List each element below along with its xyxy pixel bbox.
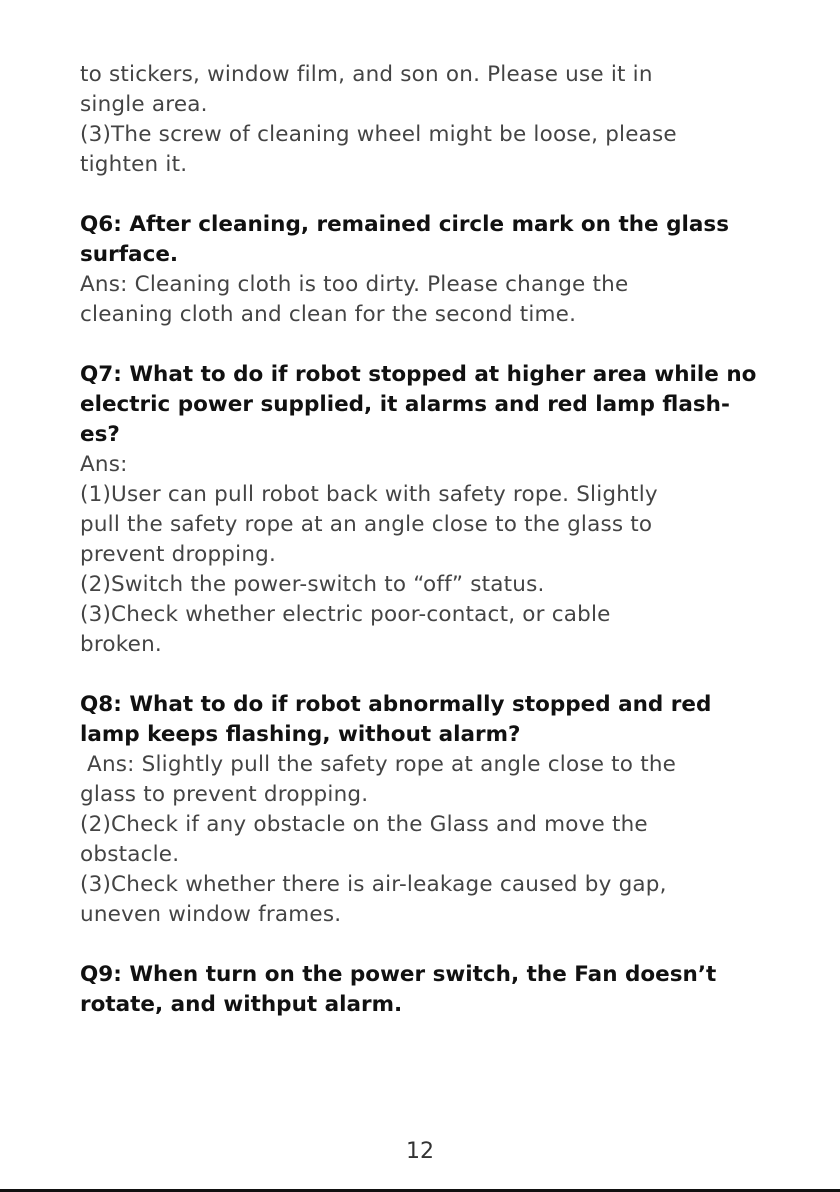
text-line: to stickers, window film, and son on. Please use it in [80,62,653,87]
faq-q9 [80,960,780,1020]
spacer [80,330,780,360]
answer-text: Ans: [80,452,128,477]
question-heading: Q7: What to do if robot stopped at higher area while no [80,362,757,387]
question-heading: rotate, and withput alarm. [80,992,403,1017]
answer-text: uneven window frames. [80,902,342,927]
text-line: single area. [80,92,208,117]
document-body [80,60,780,1020]
answer-text: (2)Switch the power-switch to “off” status. [80,572,545,597]
question-heading: surface. [80,242,179,267]
answer-text: (3)Check whether there is air-leakage caused by gap, [80,872,667,897]
question-heading: electric power supplied, it alarms and red lamp flash- [80,392,730,417]
answer-text: (2)Check if any obstacle on the Glass and move the [80,812,648,837]
question-heading: Q9: When turn on the power switch, the Fan doesn’t [80,962,717,987]
spacer [80,930,780,960]
answer-text: cleaning cloth and clean for the second time. [80,302,577,327]
question-heading: Q8: What to do if robot abnormally stopped and red [80,692,712,717]
faq-q7 [80,360,780,660]
question-heading: Q6: After cleaning, remained circle mark on the glass [80,212,729,237]
question-heading: lamp keeps flashing, without alarm? [80,722,521,747]
text-line: (3)The screw of cleaning wheel might be loose, please [80,122,677,147]
answer-text: (1)User can pull robot back with safety rope. Slightly [80,482,658,507]
answer-text: pull the safety rope at an angle close to the glass to [80,512,653,537]
answer-text: obstacle. [80,842,180,867]
spacer [80,660,780,690]
faq-q6 [80,210,780,330]
answer-text: Ans: Cleaning cloth is too dirty. Please change the [80,272,629,297]
question-heading: es? [80,422,120,447]
spacer [80,180,780,210]
answer-text: prevent dropping. [80,542,277,567]
answer-text: (3)Check whether electric poor-contact, or cable [80,602,611,627]
answer-text: Ans: Slightly pull the safety rope at angle close to the [80,752,677,777]
text-line: tighten it. [80,152,188,177]
faq-q8 [80,690,780,930]
page-number: 12 [406,1139,434,1164]
answer-text: glass to prevent dropping. [80,782,369,807]
continuation-text [80,60,780,180]
answer-text: broken. [80,632,162,657]
